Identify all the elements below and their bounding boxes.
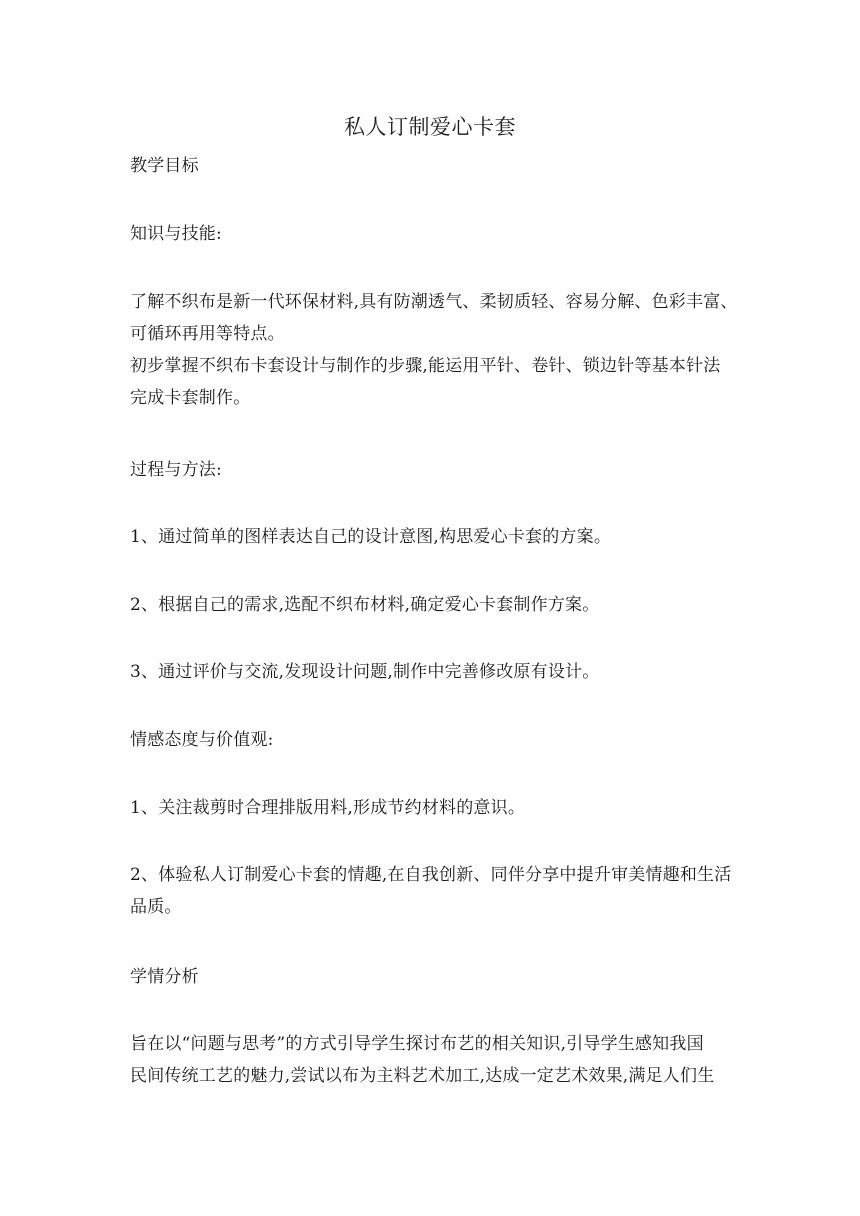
process-heading: 过程与方法:: [130, 460, 222, 480]
text-line: 了解不织布是新一代环保材料,具有防潮透气、柔韧质轻、容易分解、色彩丰富、: [130, 292, 738, 312]
knowledge-paragraph-2: [130, 350, 740, 414]
knowledge-heading: 知识与技能:: [130, 224, 222, 244]
text-line: 民间传统工艺的魅力,尝试以布为主料艺术加工,达成一定艺术效果,满足人们生: [130, 1066, 715, 1086]
process-item-2: 2、根据自己的需求,选配不织布材料,确定爱心卡套制作方案。: [130, 595, 600, 615]
knowledge-paragraph-1: [130, 286, 740, 350]
emotion-item-2: [130, 859, 740, 923]
process-item-1: 1、通过简单的图样表达自己的设计意图,构思爱心卡套的方案。: [130, 527, 612, 547]
process-item-3: 3、通过评价与交流,发现设计问题,制作中完善修改原有设计。: [130, 662, 600, 682]
emotion-item-1: 1、关注裁剪时合理排版用料,形成节约材料的意识。: [130, 798, 526, 818]
text-line: 完成卡套制作。: [130, 388, 251, 408]
analysis-heading: 学情分析: [130, 967, 199, 987]
objectives-heading: 教学目标: [130, 156, 199, 176]
text-line: 品质。: [130, 897, 182, 917]
emotion-heading: 情感态度与价值观:: [130, 730, 274, 750]
analysis-paragraph-1: [130, 1028, 740, 1092]
text-line: 可循环再用等特点。: [130, 324, 285, 344]
text-line: 2、体验私人订制爱心卡套的情趣,在自我创新、同伴分享中提升审美情趣和生活: [130, 865, 732, 885]
text-line: 初步掌握不织布卡套设计与制作的步骤,能运用平针、卷针、锁边针等基本针法: [130, 356, 721, 376]
document-title: 私人订制爱心卡套: [344, 115, 516, 139]
text-line: 旨在以“问题与思考”的方式引导学生探讨布艺的相关知识,引导学生感知我国: [130, 1034, 704, 1054]
